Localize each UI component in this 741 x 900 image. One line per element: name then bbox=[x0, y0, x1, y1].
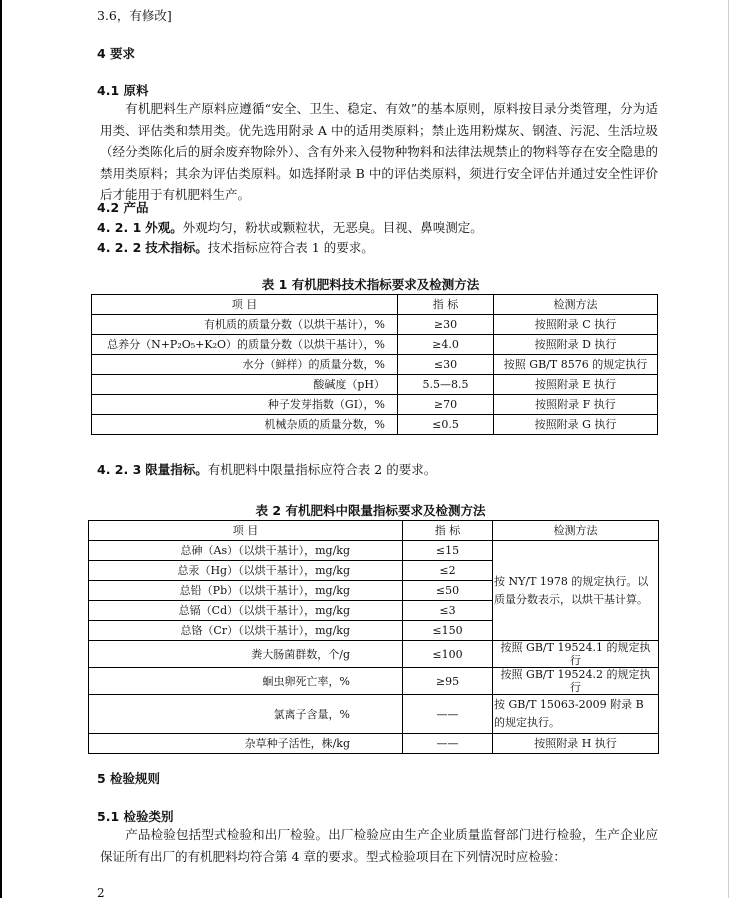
table-1-row bbox=[92, 335, 658, 355]
clause-4-2-1-number: 4. 2. 1 bbox=[97, 220, 142, 235]
clause-4-2-2-number: 4. 2. 2 bbox=[97, 240, 142, 255]
section-5-1-text: 产品检验包括型式检验和出厂检验。出厂检验应由生产企业质量监督部门进行检验，生产企业应保证所有出厂的有机肥料均符合第 4 章的要求。型式检验项目在下列情况时应检验： bbox=[100, 827, 658, 864]
page-number: 2 bbox=[97, 886, 105, 900]
table-2-row bbox=[89, 641, 659, 668]
table-2-cell-method: 按 GB/T 15063-2009 附录 B 的规定执行。 bbox=[493, 695, 659, 734]
table-1-cell-method: 按照附录 C 执行 bbox=[494, 315, 658, 335]
table-2-cell-index: ≤2 bbox=[403, 561, 493, 581]
table-2-cell-index: ≥95 bbox=[403, 668, 493, 695]
table-2-cell-index: —— bbox=[403, 695, 493, 734]
table-1-cell-item: 酸碱度（pH） bbox=[92, 375, 398, 395]
section-4-heading: 4 要求 bbox=[97, 46, 136, 61]
table-1-cell-item: 有机质的质量分数（以烘干基计），% bbox=[92, 315, 398, 335]
clause-4-2-3-text: 有机肥料中限量指标应符合表 2 的要求。 bbox=[207, 462, 437, 477]
table-1-cell-index: ≥70 bbox=[398, 395, 494, 415]
table-2-header-item: 项 目 bbox=[89, 521, 403, 541]
table-2-cell-index: —— bbox=[403, 734, 493, 754]
table-1-cell-index: ≤0.5 bbox=[398, 415, 494, 435]
section-5-1-heading: 5.1 检验类别 bbox=[97, 809, 174, 824]
section-4-2-heading: 4.2 产品 bbox=[97, 200, 149, 215]
table-2-cell-item: 总镉（Cd）（以烘干基计），mg/kg bbox=[89, 601, 403, 621]
table-2-cell-item: 杂草种子活性，株/kg bbox=[89, 734, 403, 754]
table-1-cell-method: 按照附录 G 执行 bbox=[494, 415, 658, 435]
table-2-header-row bbox=[89, 521, 659, 541]
table-2-cell-item: 总铅（Pb）（以烘干基计），mg/kg bbox=[89, 581, 403, 601]
table-2-cell-item: 粪大肠菌群数，个/g bbox=[89, 641, 403, 668]
table-1-cell-method: 按照附录 D 执行 bbox=[494, 335, 658, 355]
section-5-heading: 5 检验规则 bbox=[97, 771, 161, 786]
table-2-cell-item: 氯离子含量，% bbox=[89, 695, 403, 734]
clause-4-2-2-text: 技术指标应符合表 1 的要求。 bbox=[207, 240, 374, 255]
table-2-header-method: 检测方法 bbox=[493, 521, 659, 541]
table-2 bbox=[88, 520, 659, 754]
table-2-cell-index: ≤50 bbox=[403, 581, 493, 601]
table-2-header-index: 指 标 bbox=[403, 521, 493, 541]
table-2-cell-item: 总铬（Cr）（以烘干基计），mg/kg bbox=[89, 621, 403, 641]
table-1-cell-method: 按照 GB/T 8576 的规定执行 bbox=[494, 355, 658, 375]
clause-4-2-1-title: 外观。 bbox=[145, 220, 183, 235]
table-2-cell-item: 蛔虫卵死亡率，% bbox=[89, 668, 403, 695]
table-1-header-index: 指 标 bbox=[398, 295, 494, 315]
table-2-cell-index: ≤3 bbox=[403, 601, 493, 621]
section-4-1-paragraph bbox=[100, 98, 658, 206]
top-line: 3.6，有修改] bbox=[97, 8, 172, 23]
table-1-row bbox=[92, 395, 658, 415]
table-1-header-row bbox=[92, 295, 658, 315]
table-2-cell-item: 总汞（Hg）（以烘干基计），mg/kg bbox=[89, 561, 403, 581]
table-2-cell-index: ≤150 bbox=[403, 621, 493, 641]
table-1-cell-index: ≥30 bbox=[398, 315, 494, 335]
table-2-cell-method: 按照 GB/T 19524.1 的规定执行 bbox=[493, 641, 659, 668]
table-2-cell-index: ≤100 bbox=[403, 641, 493, 668]
table-2-cell-method: 按照 GB/T 19524.2 的规定执行 bbox=[493, 668, 659, 695]
section-5-1-paragraph bbox=[100, 824, 658, 867]
table-1-cell-index: 5.5—8.5 bbox=[398, 375, 494, 395]
table-1-row bbox=[92, 315, 658, 335]
table-1-row bbox=[92, 355, 658, 375]
table-1-row bbox=[92, 375, 658, 395]
table-2-caption: 表 2 有机肥料中限量指标要求及检测方法 bbox=[255, 503, 486, 518]
table-1-row bbox=[92, 415, 658, 435]
table-1-cell-method: 按照附录 F 执行 bbox=[494, 395, 658, 415]
table-2-row bbox=[89, 668, 659, 695]
table-1-cell-item: 水分（鲜样）的质量分数，% bbox=[92, 355, 398, 375]
clause-4-2-3-number: 4. 2. 3 bbox=[97, 462, 142, 477]
table-1 bbox=[91, 294, 658, 435]
table-2-cell-item: 总砷（As）（以烘干基计），mg/kg bbox=[89, 541, 403, 561]
table-2-row bbox=[89, 695, 659, 734]
table-2-row bbox=[89, 541, 659, 561]
clause-4-2-3 bbox=[97, 462, 436, 478]
clause-4-2-2-title: 技术指标。 bbox=[145, 240, 208, 255]
clause-4-2-2 bbox=[97, 240, 374, 256]
table-1-header-item: 项 目 bbox=[92, 295, 398, 315]
table-2-row bbox=[89, 734, 659, 754]
table-2-cell-method: 按照附录 H 执行 bbox=[493, 734, 659, 754]
table-1-cell-index: ≤30 bbox=[398, 355, 494, 375]
table-2-cell-metal-method: 按 NY/T 1978 的规定执行。以质量分数表示，以烘干基计算。 bbox=[493, 541, 659, 641]
table-2-cell-index: ≤15 bbox=[403, 541, 493, 561]
section-4-1-text: 有机肥料生产原料应遵循“安全、卫生、稳定、有效”的基本原则，原料按目录分类管理，分为适用类、评估类和禁用类。优先选用附录 A 中的适用类原料；禁止选用粉煤灰、钢渣、污泥、生活垃圾（经分类陈化后的厨余废弃物除外）、含有外来入侵物种物料和法律法规禁止的物料等存在安全隐患的禁用类原料；其余为评估类原料。如选择附录 B 中的评估类原料，须进行安全评估并通过安全性评价后才能用于有机肥料生产。 bbox=[100, 101, 658, 202]
clause-4-2-1-text: 外观均匀，粉状或颗粒状，无恶臭。目视、鼻嗅测定。 bbox=[182, 220, 483, 235]
section-4-1-heading: 4.1 原料 bbox=[97, 83, 149, 98]
table-1-cell-item: 种子发芽指数（GI），% bbox=[92, 395, 398, 415]
table-1-caption: 表 1 有机肥料技术指标要求及检测方法 bbox=[261, 277, 480, 292]
table-1-header-method: 检测方法 bbox=[494, 295, 658, 315]
clause-4-2-1 bbox=[97, 220, 483, 236]
clause-4-2-3-title: 限量指标。 bbox=[145, 462, 208, 477]
table-1-cell-method: 按照附录 E 执行 bbox=[494, 375, 658, 395]
table-1-cell-index: ≥4.0 bbox=[398, 335, 494, 355]
table-1-cell-item: 总养分（N+P₂O₅+K₂O）的质量分数（以烘干基计），% bbox=[92, 335, 398, 355]
table-1-cell-item: 机械杂质的质量分数，% bbox=[92, 415, 398, 435]
